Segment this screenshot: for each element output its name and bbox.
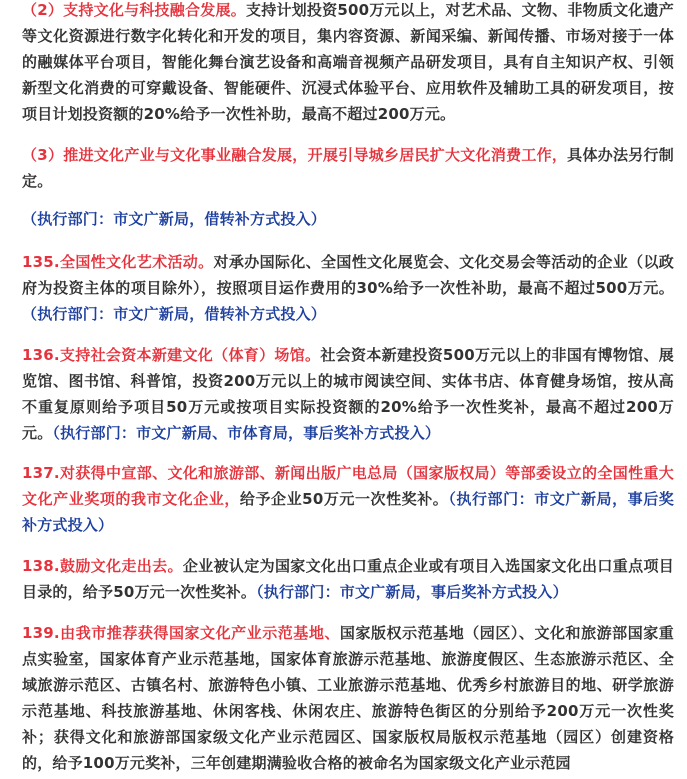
paragraph-item-135: [22, 249, 674, 327]
paragraph-dept-note: [22, 206, 674, 232]
executing-department: （执行部门：市文广新局、市体育局，事后奖补方式投入）: [52, 424, 441, 442]
paragraph-body: 企业被认定为国家文化出口重点企业或有项目入选国家文化出口重点项目目录的，给予50万元一次性奖补。: [22, 557, 674, 601]
paragraph-body: 给予企业50万元一次性奖补。: [239, 490, 449, 508]
paragraph-lead: （2）支持文化与科技融合发展。: [22, 1, 246, 19]
paragraph-lead: （3）推进文化产业与文化事业融合发展，开展引导城乡居民扩大文化消费工作，: [22, 146, 568, 164]
executing-department: （执行部门：市文广新局，事后奖补方式投入）: [256, 583, 568, 601]
paragraph-lead: 136.支持社会资本新建文化（体育）场馆。: [22, 346, 321, 364]
paragraph-body: 国家版权示范基地（园区）、文化和旅游部国家重点实验室，国家体育产业示范基地，国家体育旅游示范基地、旅游度假区、生态旅游示范区、全域旅游示范区、古镇名村、旅游特色小镇、工业旅游示范基地、优秀乡村旅游目的地、研学旅游示范基地、科技旅游基地、休闲客栈、休闲农庄、旅游特色街区的分别给予200万元一次性奖补；获得文化和旅游部国家级文化产业示范园区、国家版权局版权示范基地（园区）创建资格的，给予100万元奖补，三年创建期满验收合格的被命名为国家级文化产业示范园: [22, 624, 674, 772]
paragraph-body: 社会资本新建投资500万元以上的非国有博物馆、展览馆、图书馆、科普馆，投资200万元以上的城市阅读空间、实体书店、体育健身场馆，按从高不重复原则给予项目50万元或按项目实际投资额的20%给予一次性奖补，最高不超过200万元。: [22, 346, 674, 442]
paragraph-lead: 138.鼓励文化走出去。: [22, 557, 183, 575]
paragraph-culture-tech: [22, 0, 674, 127]
paragraph-body: 对承办国际化、全国性文化展览会、文化交易会等活动的企业（以政府为投资主体的项目除外），按照项目运作费用的30%给予一次性补助，最高不超过500万元。: [22, 253, 674, 297]
executing-department: （执行部门：市文广新局，借转补方式投入）: [22, 305, 327, 323]
paragraph-item-138: [22, 553, 674, 605]
paragraph-lead: 135.全国性文化艺术活动。: [22, 253, 214, 271]
paragraph-body: 支持计划投资500万元以上，对艺术品、文物、非物质文化遗产等文化资源进行数字化转化和开发的项目，集内容资源、新闻采编、新闻传播、市场对接于一体的融媒体平台项目，智能化舞台演艺设备和高端音视频产品研发项目，具有自主知识产权、引领新型文化消费的可穿戴设备、智能硬件、沉浸式体验平台、应用软件及辅助工具的研发项目，按项目计划投资额的20%给予一次性补助，最高不超过200万元。: [22, 1, 674, 123]
paragraph-item-137: [22, 460, 674, 538]
paragraph-culture-consumption: [22, 142, 674, 194]
paragraph-lead: 137.对获得中宣部、文化和旅游部、新闻出版广电总局（国家版权局）等部委设立的全国性重大文化产业奖项的我市文化企业，: [22, 464, 674, 508]
executing-department: （执行部门：市文广新局，借转补方式投入）: [22, 210, 327, 228]
paragraph-item-136: [22, 342, 674, 446]
executing-department: （执行部门：市文广新局，事后奖补方式投入）: [22, 490, 674, 534]
paragraph-body: 具体办法另行制定。: [22, 146, 674, 190]
paragraph-item-139: [22, 620, 674, 776]
paragraph-lead: 139.由我市推荐获得国家文化产业示范基地、: [22, 624, 340, 642]
